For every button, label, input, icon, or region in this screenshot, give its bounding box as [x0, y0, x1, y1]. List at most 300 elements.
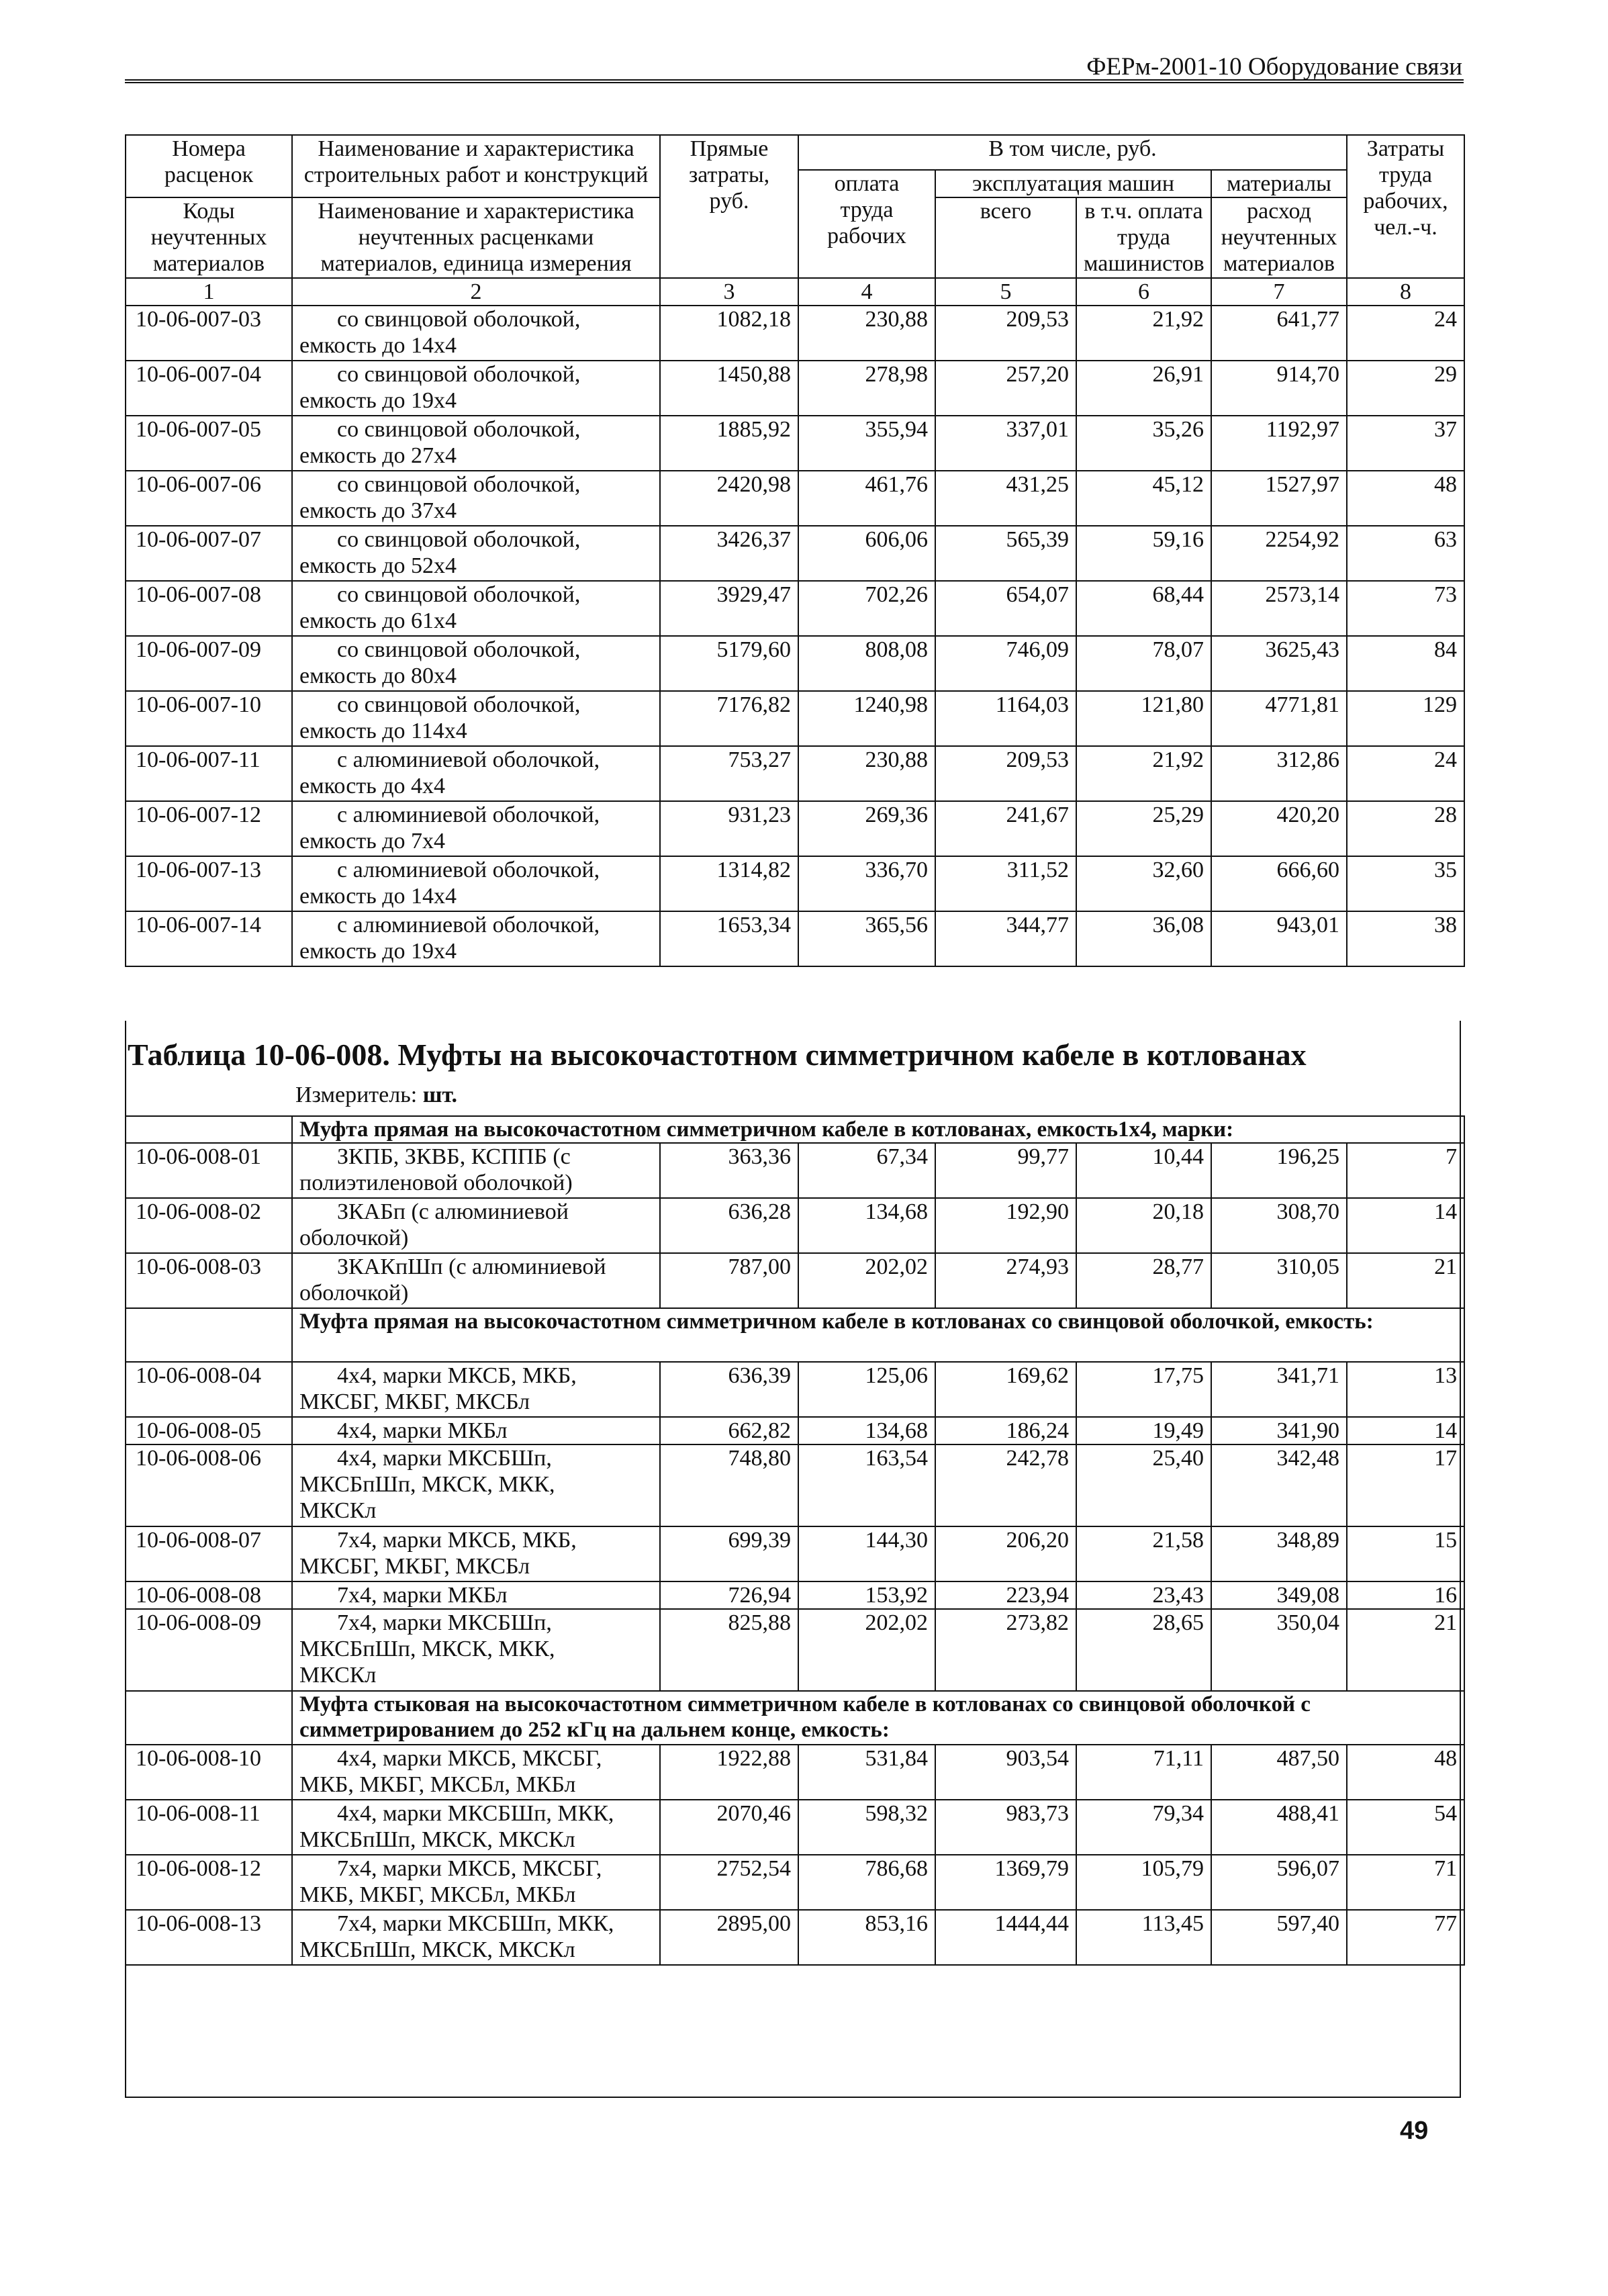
work-name-line: емкость до 7х4	[299, 829, 445, 854]
labor-cost: 786,68	[798, 1855, 935, 1910]
group-heading: Муфта прямая на высокочастотном симметричном кабеле в котлованах со свинцовой оболочкой, емкость:	[292, 1308, 1464, 1362]
labor-cost: 336,70	[798, 856, 935, 911]
table-row	[126, 1253, 1464, 1308]
col-number: 5	[935, 278, 1076, 306]
work-name-line: МКБ, МКБГ, МКСБл, МКБл	[299, 1772, 576, 1797]
labor-cost: 144,30	[798, 1526, 935, 1581]
machine-cost: 241,67	[935, 801, 1076, 856]
col-number: 1	[126, 278, 292, 306]
machine-cost: 565,39	[935, 526, 1076, 581]
measurer-unit: шт.	[422, 1083, 458, 1107]
machinist-labor-cost: 28,77	[1076, 1253, 1211, 1308]
rates-table-008	[125, 1115, 1465, 1966]
direct-cost: 363,36	[660, 1143, 798, 1198]
machine-cost: 242,78	[935, 1444, 1076, 1526]
labor-cost: 163,54	[798, 1444, 935, 1526]
work-name	[292, 1609, 660, 1691]
group-row	[126, 1116, 1464, 1143]
table-row	[126, 1745, 1464, 1800]
rate-code: 10-06-007-05	[126, 416, 292, 471]
work-name-line: емкость до 114х4	[299, 719, 467, 743]
table-row	[126, 1143, 1464, 1198]
labor-cost: 125,06	[798, 1362, 935, 1417]
col1-header-bottom: Коды неучтенных материалов	[126, 197, 292, 278]
table-row	[126, 1417, 1464, 1444]
direct-cost: 3929,47	[660, 581, 798, 636]
work-name	[292, 1198, 660, 1253]
machinist-labor-cost: 21,92	[1076, 746, 1211, 801]
col-number: 2	[292, 278, 660, 306]
machinist-labor-cost: 121,80	[1076, 691, 1211, 746]
table-row	[126, 1609, 1464, 1691]
work-name-line: со свинцовой оболочкой,	[337, 637, 581, 662]
work-name-line: с алюминиевой оболочкой,	[337, 858, 600, 882]
table-row	[126, 746, 1464, 801]
work-name	[292, 1444, 660, 1526]
materials-cost: 1192,97	[1211, 416, 1347, 471]
col-number: 6	[1076, 278, 1211, 306]
group-code-cell	[126, 1691, 292, 1745]
table-row	[126, 911, 1464, 966]
direct-cost: 3426,37	[660, 526, 798, 581]
materials-cost: 341,90	[1211, 1417, 1347, 1444]
table-row	[126, 1444, 1464, 1526]
work-name	[292, 526, 660, 581]
col6-header: в т.ч. оплата труда машинистов	[1076, 197, 1211, 278]
materials-cost: 487,50	[1211, 1745, 1347, 1800]
work-name-line: емкость до 14х4	[299, 884, 457, 909]
col-number: 7	[1211, 278, 1347, 306]
materials-cost: 943,01	[1211, 911, 1347, 966]
labor-hours: 24	[1347, 306, 1464, 361]
labor-cost: 461,76	[798, 471, 935, 526]
direct-cost: 753,27	[660, 746, 798, 801]
direct-cost: 825,88	[660, 1609, 798, 1691]
rate-code: 10-06-007-08	[126, 581, 292, 636]
labor-hours: 35	[1347, 856, 1464, 911]
work-name-line: МКБ, МКБГ, МКСБл, МКБл	[299, 1882, 576, 1907]
rate-code: 10-06-008-07	[126, 1526, 292, 1581]
table1-body	[126, 306, 1464, 966]
machinist-labor-cost: 21,58	[1076, 1526, 1211, 1581]
work-name-line: оболочкой)	[299, 1226, 409, 1250]
machinist-labor-cost: 21,92	[1076, 306, 1211, 361]
labor-cost: 134,68	[798, 1417, 935, 1444]
machinist-labor-cost: 79,34	[1076, 1800, 1211, 1855]
machinist-labor-cost: 59,16	[1076, 526, 1211, 581]
labor-cost: 134,68	[798, 1198, 935, 1253]
col3-header: Прямые затраты, руб.	[660, 135, 798, 278]
work-name	[292, 1417, 660, 1444]
machine-cost: 223,94	[935, 1581, 1076, 1609]
labor-hours: 84	[1347, 636, 1464, 691]
labor-cost: 853,16	[798, 1910, 935, 1965]
table-row	[126, 306, 1464, 361]
rate-code: 10-06-008-03	[126, 1253, 292, 1308]
labor-cost: 230,88	[798, 746, 935, 801]
labor-hours: 28	[1347, 801, 1464, 856]
group-row	[126, 1691, 1464, 1745]
labor-cost: 598,32	[798, 1800, 935, 1855]
group-row	[126, 1308, 1464, 1362]
machine-cost: 99,77	[935, 1143, 1076, 1198]
table2-body	[126, 1116, 1464, 1965]
labor-hours: 13	[1347, 1362, 1464, 1417]
machine-cost: 983,73	[935, 1800, 1076, 1855]
direct-cost: 726,94	[660, 1581, 798, 1609]
work-name	[292, 1855, 660, 1910]
incl-header: В том числе, руб.	[798, 135, 1347, 170]
labor-hours: 16	[1347, 1581, 1464, 1609]
work-name-line: со свинцовой оболочкой,	[337, 307, 581, 332]
work-name-line: со свинцовой оболочкой,	[337, 582, 581, 607]
table-row	[126, 1800, 1464, 1855]
work-name-line: емкость до 61х4	[299, 608, 457, 633]
table-row	[126, 1198, 1464, 1253]
rate-code: 10-06-007-06	[126, 471, 292, 526]
direct-cost: 7176,82	[660, 691, 798, 746]
materials-cost: 914,70	[1211, 361, 1347, 416]
work-name-line: 4х4, марки МКСБ, МКСБГ,	[337, 1746, 602, 1771]
work-name-line: МКСБГ, МКБГ, МКСБл	[299, 1554, 530, 1579]
table-row	[126, 636, 1464, 691]
table-row	[126, 361, 1464, 416]
rate-code: 10-06-007-10	[126, 691, 292, 746]
machine-cost: 209,53	[935, 746, 1076, 801]
work-name-line: МКСКл	[299, 1498, 377, 1523]
labor-cost: 365,56	[798, 911, 935, 966]
work-name-line: полиэтиленовой оболочкой)	[299, 1170, 573, 1195]
direct-cost: 699,39	[660, 1526, 798, 1581]
labor-cost: 702,26	[798, 581, 935, 636]
work-name-line: емкость до 80х4	[299, 663, 457, 688]
materials-cost: 597,40	[1211, 1910, 1347, 1965]
labor-hours: 129	[1347, 691, 1464, 746]
machinist-labor-cost: 19,49	[1076, 1417, 1211, 1444]
labor-hours: 48	[1347, 471, 1464, 526]
work-name	[292, 746, 660, 801]
machine-cost: 431,25	[935, 471, 1076, 526]
machinist-labor-cost: 45,12	[1076, 471, 1211, 526]
machine-cost: 169,62	[935, 1362, 1076, 1417]
direct-cost: 931,23	[660, 801, 798, 856]
table-row	[126, 1526, 1464, 1581]
work-name-line: 4х4, марки МКБл	[337, 1418, 508, 1443]
direct-cost: 1450,88	[660, 361, 798, 416]
machinist-labor-cost: 26,91	[1076, 361, 1211, 416]
work-name	[292, 471, 660, 526]
machine-cost: 273,82	[935, 1609, 1076, 1691]
work-name-line: с алюминиевой оболочкой,	[337, 913, 600, 937]
machinist-labor-cost: 105,79	[1076, 1855, 1211, 1910]
rate-code: 10-06-008-05	[126, 1417, 292, 1444]
labor-hours: 63	[1347, 526, 1464, 581]
labor-hours: 14	[1347, 1417, 1464, 1444]
work-name	[292, 306, 660, 361]
rate-code: 10-06-008-11	[126, 1800, 292, 1855]
machine-cost: 746,09	[935, 636, 1076, 691]
materials-cost: 342,48	[1211, 1444, 1347, 1526]
table-row	[126, 416, 1464, 471]
machinist-labor-cost: 36,08	[1076, 911, 1211, 966]
materials-cost: 312,86	[1211, 746, 1347, 801]
table-row	[126, 581, 1464, 636]
work-name-line: 7х4, марки МКСБ, МКБ,	[337, 1528, 577, 1553]
rate-code: 10-06-008-13	[126, 1910, 292, 1965]
machinist-labor-cost: 20,18	[1076, 1198, 1211, 1253]
running-header: ФЕРм-2001-10 Оборудование связи	[1086, 53, 1462, 81]
table-row	[126, 471, 1464, 526]
direct-cost: 636,28	[660, 1198, 798, 1253]
rate-code: 10-06-008-12	[126, 1855, 292, 1910]
direct-cost: 787,00	[660, 1253, 798, 1308]
rate-code: 10-06-008-09	[126, 1609, 292, 1691]
machine-cost: 654,07	[935, 581, 1076, 636]
labor-cost: 230,88	[798, 306, 935, 361]
work-name	[292, 636, 660, 691]
labor-cost: 1240,98	[798, 691, 935, 746]
work-name-line: емкость до 37х4	[299, 498, 457, 523]
labor-hours: 37	[1347, 416, 1464, 471]
rate-code: 10-06-007-04	[126, 361, 292, 416]
labor-hours: 38	[1347, 911, 1464, 966]
materials-cost: 666,60	[1211, 856, 1347, 911]
rate-code: 10-06-007-13	[126, 856, 292, 911]
header-rule	[125, 79, 1464, 83]
col2-header-bottom: Наименование и характеристика неучтенных расценками материалов, единица измерения	[292, 197, 660, 278]
rate-code: 10-06-007-12	[126, 801, 292, 856]
machine-cost: 311,52	[935, 856, 1076, 911]
work-name	[292, 1143, 660, 1198]
work-name-line: ЗКПБ, ЗКВБ, КСППБ (с	[337, 1144, 571, 1169]
work-name-line: 7х4, марки МКСБШп,	[337, 1610, 552, 1635]
labor-hours: 21	[1347, 1253, 1464, 1308]
work-name-line: 7х4, марки МКСБШп, МКК,	[337, 1911, 614, 1936]
work-name-line: со свинцовой оболочкой,	[337, 692, 581, 717]
work-name-line: 4х4, марки МКСБШп,	[337, 1446, 552, 1471]
materials-cost: 2254,92	[1211, 526, 1347, 581]
direct-cost: 748,80	[660, 1444, 798, 1526]
labor-hours: 71	[1347, 1855, 1464, 1910]
materials-cost: 196,25	[1211, 1143, 1347, 1198]
work-name-line: емкость до 19х4	[299, 939, 457, 964]
labor-hours: 73	[1347, 581, 1464, 636]
rate-code: 10-06-007-03	[126, 306, 292, 361]
materials-cost: 348,89	[1211, 1526, 1347, 1581]
work-name-line: со свинцовой оболочкой,	[337, 417, 581, 442]
materials-cost: 341,71	[1211, 1362, 1347, 1417]
direct-cost: 2420,98	[660, 471, 798, 526]
table2-title: Таблица 10-06-008. Муфты на высокочастотном симметричном кабеле в котлованах	[128, 1038, 1307, 1072]
direct-cost: 2895,00	[660, 1910, 798, 1965]
labor-hours: 54	[1347, 1800, 1464, 1855]
labor-hours: 14	[1347, 1198, 1464, 1253]
machine-cost: 344,77	[935, 911, 1076, 966]
machine-cost: 1164,03	[935, 691, 1076, 746]
labor-hours: 17	[1347, 1444, 1464, 1526]
work-name	[292, 361, 660, 416]
work-name	[292, 1800, 660, 1855]
work-name	[292, 691, 660, 746]
direct-cost: 1653,34	[660, 911, 798, 966]
work-name	[292, 1745, 660, 1800]
labor-cost: 606,06	[798, 526, 935, 581]
work-name-line: со свинцовой оболочкой,	[337, 527, 581, 552]
work-name	[292, 911, 660, 966]
rate-code: 10-06-008-06	[126, 1444, 292, 1526]
labor-hours: 24	[1347, 746, 1464, 801]
labor-hours: 21	[1347, 1609, 1464, 1691]
table-row	[126, 1581, 1464, 1609]
machinist-labor-cost: 71,11	[1076, 1745, 1211, 1800]
materials-cost: 488,41	[1211, 1800, 1347, 1855]
labor-cost: 269,36	[798, 801, 935, 856]
col8-header: Затраты труда рабочих, чел.-ч.	[1347, 135, 1464, 278]
work-name	[292, 1362, 660, 1417]
rate-code: 10-06-008-08	[126, 1581, 292, 1609]
work-name-line: со свинцовой оболочкой,	[337, 472, 581, 497]
work-name-line: МКСБГ, МКБГ, МКСБл	[299, 1389, 530, 1414]
direct-cost: 2752,54	[660, 1855, 798, 1910]
labor-cost: 278,98	[798, 361, 935, 416]
work-name	[292, 1910, 660, 1965]
rate-code: 10-06-008-10	[126, 1745, 292, 1800]
direct-cost: 1885,92	[660, 416, 798, 471]
table-row	[126, 1855, 1464, 1910]
work-name-line: емкость до 52х4	[299, 553, 457, 578]
work-name-line: со свинцовой оболочкой,	[337, 362, 581, 387]
materials-cost: 3625,43	[1211, 636, 1347, 691]
work-name-line: емкость до 27х4	[299, 443, 457, 468]
table-row	[126, 526, 1464, 581]
page-number: 49	[1400, 2117, 1429, 2145]
materials-cost: 2573,14	[1211, 581, 1347, 636]
machine-cost: 206,20	[935, 1526, 1076, 1581]
group-code-cell	[126, 1308, 292, 1362]
work-name-line: 7х4, марки МКБл	[337, 1583, 508, 1608]
group-code-cell	[126, 1116, 292, 1143]
col-number: 8	[1347, 278, 1464, 306]
machinist-labor-cost: 78,07	[1076, 636, 1211, 691]
machines-header: эксплуатация машин	[935, 170, 1211, 197]
rates-table-007	[125, 134, 1465, 967]
work-name-line: МКСКл	[299, 1663, 377, 1688]
machine-cost: 337,01	[935, 416, 1076, 471]
machine-cost: 1369,79	[935, 1855, 1076, 1910]
direct-cost: 662,82	[660, 1417, 798, 1444]
work-name-line: МКСБпШп, МКСК, МКСКл	[299, 1937, 575, 1962]
labor-hours: 29	[1347, 361, 1464, 416]
labor-hours: 15	[1347, 1526, 1464, 1581]
direct-cost: 2070,46	[660, 1800, 798, 1855]
work-name	[292, 856, 660, 911]
machinist-labor-cost: 113,45	[1076, 1910, 1211, 1965]
rate-code: 10-06-008-01	[126, 1143, 292, 1198]
work-name	[292, 1581, 660, 1609]
measurer	[295, 1083, 457, 1108]
work-name-line: МКСБпШп, МКСК, МКСКл	[299, 1827, 575, 1852]
work-name-line: емкость до 4х4	[299, 774, 445, 798]
rate-code: 10-06-007-11	[126, 746, 292, 801]
materials-cost: 350,04	[1211, 1609, 1347, 1691]
table-row	[126, 1910, 1464, 1965]
machine-cost: 192,90	[935, 1198, 1076, 1253]
work-name-line: емкость до 14х4	[299, 333, 457, 358]
machinist-labor-cost: 17,75	[1076, 1362, 1211, 1417]
materials-cost: 308,70	[1211, 1198, 1347, 1253]
work-name-line: емкость до 19х4	[299, 388, 457, 413]
work-name-line: 4х4, марки МКСБ, МКБ,	[337, 1363, 577, 1388]
direct-cost: 1082,18	[660, 306, 798, 361]
materials-cost: 4771,81	[1211, 691, 1347, 746]
col1-header-top: Номера расценок	[126, 135, 292, 197]
machine-cost: 257,20	[935, 361, 1076, 416]
direct-cost: 636,39	[660, 1362, 798, 1417]
machine-cost: 274,93	[935, 1253, 1076, 1308]
work-name-line: ЗКАКпШп (с алюминиевой	[337, 1254, 606, 1279]
rate-code: 10-06-007-07	[126, 526, 292, 581]
machinist-labor-cost: 28,65	[1076, 1609, 1211, 1691]
rate-code: 10-06-007-09	[126, 636, 292, 691]
machine-cost: 903,54	[935, 1745, 1076, 1800]
work-name	[292, 581, 660, 636]
work-name-line: с алюминиевой оболочкой,	[337, 747, 600, 772]
direct-cost: 5179,60	[660, 636, 798, 691]
group-heading: Муфта прямая на высокочастотном симметричном кабеле в котлованах, емкость1х4, марки:	[292, 1116, 1464, 1143]
machinist-labor-cost: 35,26	[1076, 416, 1211, 471]
labor-cost: 355,94	[798, 416, 935, 471]
labor-cost: 531,84	[798, 1745, 935, 1800]
measurer-label: Измеритель:	[295, 1083, 418, 1107]
machine-cost: 209,53	[935, 306, 1076, 361]
labor-cost: 202,02	[798, 1253, 935, 1308]
labor-cost: 808,08	[798, 636, 935, 691]
work-name	[292, 1526, 660, 1581]
table-row	[126, 801, 1464, 856]
materials-cost: 596,07	[1211, 1855, 1347, 1910]
labor-cost: 153,92	[798, 1581, 935, 1609]
col4-header: оплата труда рабочих	[798, 170, 935, 278]
machine-cost: 1444,44	[935, 1910, 1076, 1965]
work-name-line: МКСБпШп, МКСК, МКК,	[299, 1472, 555, 1497]
machine-cost: 186,24	[935, 1417, 1076, 1444]
materials-cost: 1527,97	[1211, 471, 1347, 526]
machinist-labor-cost: 25,29	[1076, 801, 1211, 856]
labor-cost: 202,02	[798, 1609, 935, 1691]
rate-code: 10-06-008-02	[126, 1198, 292, 1253]
labor-hours: 77	[1347, 1910, 1464, 1965]
table-row	[126, 1362, 1464, 1417]
work-name-line: МКСБпШп, МКСК, МКК,	[299, 1637, 555, 1661]
col7-header: расход неучтенных материалов	[1211, 197, 1347, 278]
work-name-line: 4х4, марки МКСБШп, МКК,	[337, 1801, 614, 1826]
group-heading: Муфта стыковая на высокочастотном симметричном кабеле в котлованах со свинцовой оболочкой с симметрированием до 252 кГц на дальнем конце, емкость:	[292, 1691, 1464, 1745]
rate-code: 10-06-008-04	[126, 1362, 292, 1417]
machinist-labor-cost: 10,44	[1076, 1143, 1211, 1198]
direct-cost: 1314,82	[660, 856, 798, 911]
rate-code: 10-06-007-14	[126, 911, 292, 966]
col5-header: всего	[935, 197, 1076, 278]
materials-cost: 420,20	[1211, 801, 1347, 856]
materials-cost: 349,08	[1211, 1581, 1347, 1609]
materials-cost: 310,05	[1211, 1253, 1347, 1308]
col-number: 3	[660, 278, 798, 306]
work-name	[292, 1253, 660, 1308]
materials-cost: 641,77	[1211, 306, 1347, 361]
machinist-labor-cost: 23,43	[1076, 1581, 1211, 1609]
materials-header: материалы	[1211, 170, 1347, 197]
table-row	[126, 691, 1464, 746]
